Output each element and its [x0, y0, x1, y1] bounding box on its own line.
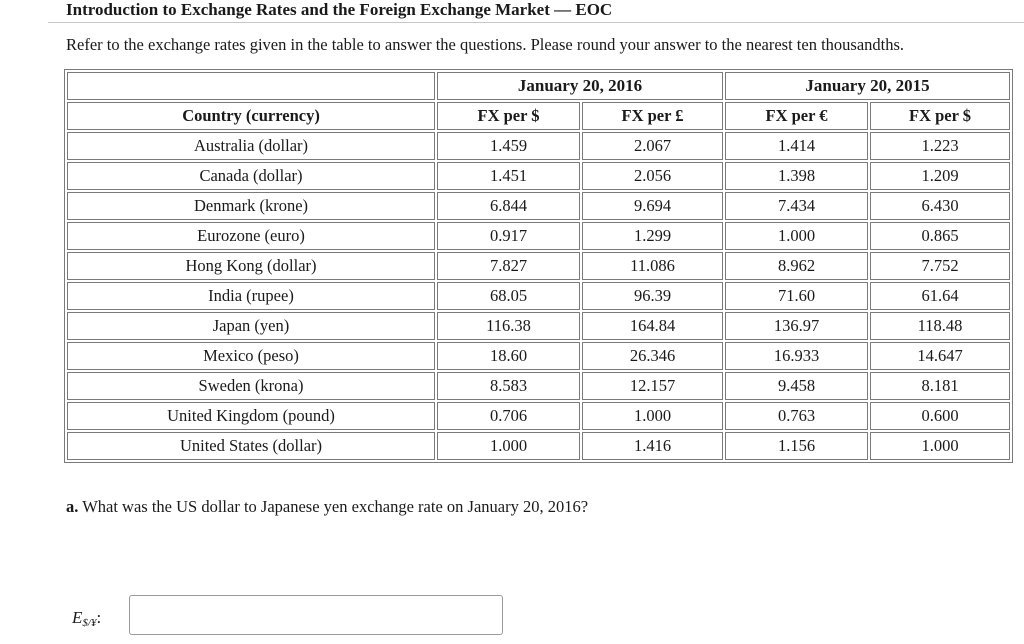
- cell-fx-per-pound-2016: 1.000: [582, 402, 723, 430]
- table-row: [67, 342, 1010, 370]
- column-header-fx-per-dollar-2016: FX per $: [437, 102, 580, 130]
- cell-fx-per-dollar-2015: 1.000: [870, 432, 1010, 460]
- cell-fx-per-pound-2016: 11.086: [582, 252, 723, 280]
- answer-label-main: E: [72, 608, 83, 627]
- cell-country: Canada (dollar): [67, 162, 435, 190]
- cell-fx-per-dollar-2016: 116.38: [437, 312, 580, 340]
- table-row: [67, 402, 1010, 430]
- table-row: [67, 282, 1010, 310]
- table-row: [67, 132, 1010, 160]
- answer-label-colon: :: [96, 608, 102, 627]
- table-row: [67, 312, 1010, 340]
- cell-fx-per-dollar-2016: 7.827: [437, 252, 580, 280]
- cell-country: United States (dollar): [67, 432, 435, 460]
- cell-fx-per-dollar-2015: 7.752: [870, 252, 1010, 280]
- cell-fx-per-pound-2016: 1.416: [582, 432, 723, 460]
- cell-fx-per-pound-2016: 1.299: [582, 222, 723, 250]
- table-row: [67, 192, 1010, 220]
- answer-label-subscript: $/¥: [82, 617, 97, 629]
- cell-fx-per-euro-2015: 1.000: [725, 222, 868, 250]
- cell-fx-per-pound-2016: 96.39: [582, 282, 723, 310]
- cell-fx-per-dollar-2015: 8.181: [870, 372, 1010, 400]
- table-row: [67, 252, 1010, 280]
- cell-fx-per-dollar-2015: 118.48: [870, 312, 1010, 340]
- table-column-header-row: [67, 102, 1010, 130]
- table-row: [67, 222, 1010, 250]
- cell-fx-per-dollar-2016: 8.583: [437, 372, 580, 400]
- cell-fx-per-euro-2015: 7.434: [725, 192, 868, 220]
- period-header-2016: January 20, 2016: [437, 72, 723, 100]
- cell-fx-per-dollar-2015: 1.223: [870, 132, 1010, 160]
- table-period-header-row: [67, 72, 1010, 100]
- cell-fx-per-dollar-2015: 61.64: [870, 282, 1010, 310]
- table-row: [67, 372, 1010, 400]
- column-header-country: Country (currency): [67, 102, 435, 130]
- cell-fx-per-dollar-2016: 6.844: [437, 192, 580, 220]
- period-header-2015: January 20, 2015: [725, 72, 1010, 100]
- cell-fx-per-euro-2015: 71.60: [725, 282, 868, 310]
- cell-fx-per-dollar-2016: 1.451: [437, 162, 580, 190]
- cell-country: United Kingdom (pound): [67, 402, 435, 430]
- cell-fx-per-pound-2016: 26.346: [582, 342, 723, 370]
- cell-country: Denmark (krone): [67, 192, 435, 220]
- cell-country: Japan (yen): [67, 312, 435, 340]
- title-divider: [48, 22, 1024, 23]
- cell-fx-per-pound-2016: 9.694: [582, 192, 723, 220]
- column-header-fx-per-pound-2016: FX per £: [582, 102, 723, 130]
- exchange-rate-table: [64, 69, 1013, 463]
- cell-country: Eurozone (euro): [67, 222, 435, 250]
- cell-fx-per-euro-2015: 1.414: [725, 132, 868, 160]
- table-row: [67, 162, 1010, 190]
- cell-country: Hong Kong (dollar): [67, 252, 435, 280]
- cell-fx-per-euro-2015: 9.458: [725, 372, 868, 400]
- cell-fx-per-euro-2015: 1.398: [725, 162, 868, 190]
- cell-fx-per-pound-2016: 164.84: [582, 312, 723, 340]
- cell-fx-per-euro-2015: 16.933: [725, 342, 868, 370]
- column-header-fx-per-dollar-2015: FX per $: [870, 102, 1010, 130]
- column-header-fx-per-euro-2015: FX per €: [725, 102, 868, 130]
- cell-fx-per-dollar-2015: 1.209: [870, 162, 1010, 190]
- cell-fx-per-dollar-2016: 0.917: [437, 222, 580, 250]
- question-text: What was the US dollar to Japanese yen exchange rate on January 20, 2016?: [82, 497, 589, 516]
- cell-fx-per-euro-2015: 1.156: [725, 432, 868, 460]
- cell-fx-per-dollar-2016: 18.60: [437, 342, 580, 370]
- cell-fx-per-pound-2016: 2.067: [582, 132, 723, 160]
- empty-header-cell: [67, 72, 435, 100]
- cell-fx-per-pound-2016: 12.157: [582, 372, 723, 400]
- answer-input[interactable]: [129, 595, 503, 635]
- cell-fx-per-dollar-2016: 1.000: [437, 432, 580, 460]
- cell-fx-per-dollar-2015: 0.865: [870, 222, 1010, 250]
- cell-fx-per-euro-2015: 136.97: [725, 312, 868, 340]
- cell-fx-per-dollar-2015: 0.600: [870, 402, 1010, 430]
- cell-fx-per-dollar-2016: 68.05: [437, 282, 580, 310]
- cell-country: Australia (dollar): [67, 132, 435, 160]
- cell-fx-per-dollar-2015: 6.430: [870, 192, 1010, 220]
- table-body: [67, 132, 1010, 460]
- cell-fx-per-dollar-2015: 14.647: [870, 342, 1010, 370]
- cell-country: Mexico (peso): [67, 342, 435, 370]
- answer-label: [72, 608, 101, 633]
- cell-country: India (rupee): [67, 282, 435, 310]
- question-marker: a.: [66, 497, 79, 516]
- cell-fx-per-euro-2015: 8.962: [725, 252, 868, 280]
- cell-fx-per-euro-2015: 0.763: [725, 402, 868, 430]
- cell-country: Sweden (krona): [67, 372, 435, 400]
- question-a: [66, 497, 588, 517]
- instructions-text: Refer to the exchange rates given in the table to answer the questions. Please round your answer to the nearest ten thousandths.: [66, 35, 905, 54]
- cell-fx-per-pound-2016: 2.056: [582, 162, 723, 190]
- cell-fx-per-dollar-2016: 0.706: [437, 402, 580, 430]
- cell-fx-per-dollar-2016: 1.459: [437, 132, 580, 160]
- table-row: [67, 432, 1010, 460]
- page-title: Introduction to Exchange Rates and the Foreign Exchange Market — EOC: [66, 0, 613, 19]
